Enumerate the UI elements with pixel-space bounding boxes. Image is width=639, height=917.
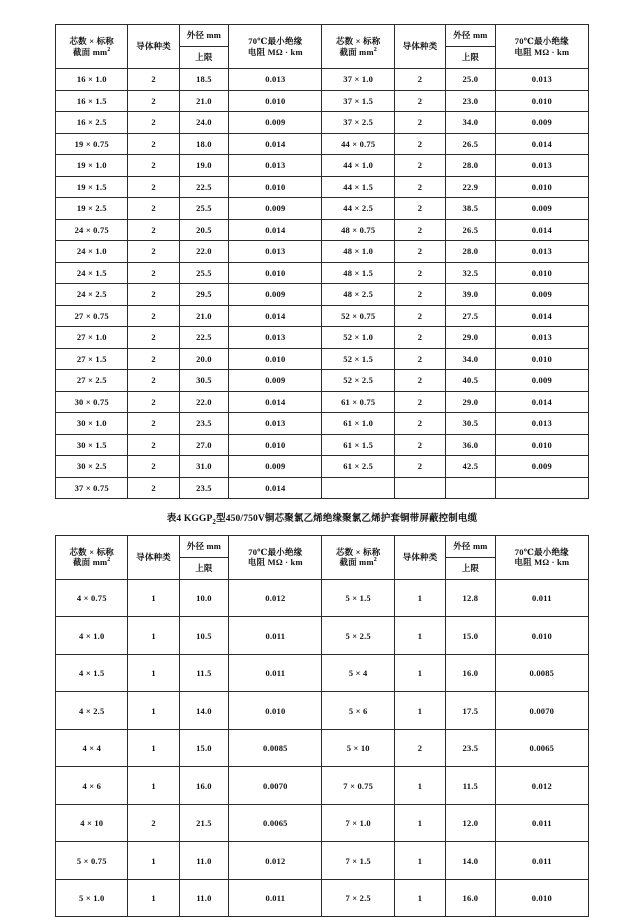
cell-outer-diameter-right: 42.5: [446, 456, 496, 478]
cell-outer-diameter-left: 22.5: [179, 327, 229, 349]
table-row: [56, 729, 589, 767]
cell-insulation-resistance-right: 0.014: [495, 133, 588, 155]
cell-conductor-type-right: 2: [394, 90, 445, 112]
cell-core-size-left: 4 × 10: [56, 804, 128, 842]
cell-insulation-resistance-right: 0.009: [495, 284, 588, 306]
cell-outer-diameter-left: 22.5: [179, 176, 229, 198]
cell-outer-diameter-right: 26.5: [446, 219, 496, 241]
cell-core-size-left: 16 × 1.0: [56, 69, 128, 91]
cell-insulation-resistance-left: 0.009: [229, 284, 322, 306]
table-row: [56, 413, 589, 435]
cell-outer-diameter-right: 15.0: [446, 617, 496, 655]
cell-outer-diameter-right: 25.0: [446, 69, 496, 91]
cell-core-size-left: 27 × 2.5: [56, 370, 128, 392]
cell-core-size-right: 48 × 1.0: [322, 241, 394, 263]
cell-conductor-type-left: 2: [128, 241, 179, 263]
cell-insulation-resistance-right: 0.013: [495, 327, 588, 349]
cell-outer-diameter-left: 29.5: [179, 284, 229, 306]
table-3-body: [56, 69, 589, 499]
cell-outer-diameter-right: 34.0: [446, 112, 496, 134]
cell-core-size-right: 7 × 0.75: [322, 767, 394, 805]
cell-core-size-right: 7 × 2.5: [322, 879, 394, 917]
cell-insulation-resistance-right: 0.013: [495, 413, 588, 435]
cell-conductor-type-right: 2: [394, 729, 445, 767]
cell-insulation-resistance-left: 0.010: [229, 176, 322, 198]
cell-conductor-type-left: 2: [128, 391, 179, 413]
subheader-upper-limit-left: 上限: [179, 47, 229, 69]
cell-core-size-right: 7 × 1.5: [322, 842, 394, 880]
cell-conductor-type-left: 2: [128, 348, 179, 370]
cell-core-size-right: 44 × 1.5: [322, 176, 394, 198]
cell-conductor-type-right: 2: [394, 434, 445, 456]
cell-outer-diameter-left: 23.5: [179, 413, 229, 435]
table-row: [56, 348, 589, 370]
cell-conductor-type-left: 2: [128, 804, 179, 842]
cell-core-size-left: 30 × 0.75: [56, 391, 128, 413]
cell-conductor-type-right: 2: [394, 133, 445, 155]
header-outer-diameter-left: 外径 mm: [179, 535, 229, 557]
cell-core-size-left: 27 × 1.0: [56, 327, 128, 349]
cell-core-size-left: 4 × 0.75: [56, 579, 128, 617]
cell-insulation-resistance-left: 0.013: [229, 327, 322, 349]
cell-conductor-type-right: 2: [394, 198, 445, 220]
cell-core-size-left: 19 × 0.75: [56, 133, 128, 155]
cell-insulation-resistance-right: 0.011: [495, 804, 588, 842]
cell-conductor-type-left: 1: [128, 729, 179, 767]
cell-insulation-resistance-right: 0.014: [495, 219, 588, 241]
cell-conductor-type-left: 1: [128, 767, 179, 805]
cell-insulation-resistance-left: 0.014: [229, 133, 322, 155]
cell-conductor-type-right: 2: [394, 262, 445, 284]
cell-core-size-left: 16 × 2.5: [56, 112, 128, 134]
cell-insulation-resistance-right: 0.011: [495, 579, 588, 617]
table-4-body: [56, 579, 589, 917]
cell-outer-diameter-right: 28.0: [446, 155, 496, 177]
table-row: [56, 112, 589, 134]
cell-core-size-right: 37 × 1.0: [322, 69, 394, 91]
table-row: [56, 654, 589, 692]
cell-outer-diameter-left: 23.5: [179, 477, 229, 499]
cell-insulation-resistance-right: 0.009: [495, 370, 588, 392]
cell-core-size-right: 5 × 2.5: [322, 617, 394, 655]
cell-outer-diameter-left: 31.0: [179, 456, 229, 478]
cell-core-size-left: 19 × 2.5: [56, 198, 128, 220]
cell-core-size-right: 61 × 2.5: [322, 456, 394, 478]
cell-outer-diameter-right: 28.0: [446, 241, 496, 263]
table-row: [56, 879, 589, 917]
cell-core-size-left: 16 × 1.5: [56, 90, 128, 112]
cell-outer-diameter-right: 12.0: [446, 804, 496, 842]
cell-conductor-type-right: 1: [394, 842, 445, 880]
cell-insulation-resistance-left: 0.009: [229, 370, 322, 392]
cell-outer-diameter-right: 16.0: [446, 879, 496, 917]
cell-core-size-right: 37 × 2.5: [322, 112, 394, 134]
header-core-size-left: 芯数 × 标称 截面 $mm^2$: [56, 535, 128, 579]
header-conductor-type-left: 导体种类: [128, 535, 179, 579]
cell-conductor-type-left: 2: [128, 90, 179, 112]
cell-outer-diameter-right: 23.0: [446, 90, 496, 112]
cell-insulation-resistance-left: 0.009: [229, 456, 322, 478]
cell-conductor-type-right: 2: [394, 348, 445, 370]
cell-insulation-resistance-right: 0.014: [495, 391, 588, 413]
cell-conductor-type-left: 2: [128, 327, 179, 349]
header-outer-diameter-right: 外径 mm: [446, 25, 496, 47]
cell-conductor-type-right: 1: [394, 804, 445, 842]
cell-outer-diameter-right: 32.5: [446, 262, 496, 284]
cell-insulation-resistance-left: 0.013: [229, 69, 322, 91]
cell-insulation-resistance-right: 0.009: [495, 112, 588, 134]
cell-outer-diameter-left: 11.0: [179, 842, 229, 880]
cell-core-size-right: 48 × 0.75: [322, 219, 394, 241]
cell-outer-diameter-left: 11.5: [179, 654, 229, 692]
cell-insulation-resistance-left: 0.011: [229, 879, 322, 917]
cell-insulation-resistance-right: 0.009: [495, 198, 588, 220]
cell-insulation-resistance-left: 0.009: [229, 112, 322, 134]
cell-outer-diameter-left: 25.5: [179, 198, 229, 220]
table-row: [56, 804, 589, 842]
header-resistance-left: 70℃最小绝缘 电阻 MΩ · km: [229, 25, 322, 69]
cell-conductor-type-right: 2: [394, 112, 445, 134]
cell-outer-diameter-right: 26.5: [446, 133, 496, 155]
cell-conductor-type-right: 1: [394, 654, 445, 692]
table-row: [56, 692, 589, 730]
cell-conductor-type-left: 1: [128, 617, 179, 655]
cell-insulation-resistance-right: 0.010: [495, 434, 588, 456]
cell-core-size-right: 5 × 10: [322, 729, 394, 767]
cell-conductor-type-right: 1: [394, 617, 445, 655]
cell-outer-diameter-left: 21.0: [179, 305, 229, 327]
cell-core-size-right: 7 × 1.0: [322, 804, 394, 842]
header-conductor-type-right: 导体种类: [394, 535, 445, 579]
cell-outer-diameter-right: 12.8: [446, 579, 496, 617]
cell-outer-diameter-right: 39.0: [446, 284, 496, 306]
cell-outer-diameter-right: 34.0: [446, 348, 496, 370]
cell-conductor-type-right: 1: [394, 692, 445, 730]
cell-outer-diameter-right: 40.5: [446, 370, 496, 392]
cell-insulation-resistance-right: 0.010: [495, 176, 588, 198]
header-core-size-right: 芯数 × 标称 截面 $mm^2$: [322, 535, 394, 579]
cell-insulation-resistance-left: 0.011: [229, 654, 322, 692]
cell-outer-diameter-left: 14.0: [179, 692, 229, 730]
table-row: [56, 69, 589, 91]
cell-conductor-type-left: 2: [128, 198, 179, 220]
cell-core-size-right: 52 × 2.5: [322, 370, 394, 392]
cell-core-size-left: 4 × 2.5: [56, 692, 128, 730]
cell-core-size-left: 4 × 1.0: [56, 617, 128, 655]
cell-outer-diameter-right: 38.5: [446, 198, 496, 220]
cell-conductor-type-right: 2: [394, 370, 445, 392]
cell-conductor-type-right: 2: [394, 413, 445, 435]
cell-insulation-resistance-right: 0.012: [495, 767, 588, 805]
cell-conductor-type-left: 2: [128, 477, 179, 499]
table-4-caption: 表4 $KGGP_2$型450/750V铜芯聚氯乙烯绝缘聚氯乙烯护套铜带屏蔽控制电缆: [166, 514, 478, 526]
table-row: [56, 155, 589, 177]
cell-insulation-resistance-right: [495, 477, 588, 499]
cell-insulation-resistance-left: 0.010: [229, 90, 322, 112]
header-outer-diameter-right: 外径 mm: [446, 535, 496, 557]
cell-conductor-type-right: [394, 477, 445, 499]
table-row: [56, 767, 589, 805]
cell-core-size-left: 27 × 0.75: [56, 305, 128, 327]
cell-core-size-left: 19 × 1.5: [56, 176, 128, 198]
cell-core-size-left: 30 × 1.5: [56, 434, 128, 456]
cell-outer-diameter-right: 29.0: [446, 391, 496, 413]
cable-spec-table-4: [55, 535, 589, 917]
table-row: [56, 219, 589, 241]
cell-outer-diameter-left: 10.5: [179, 617, 229, 655]
cell-insulation-resistance-left: 0.0085: [229, 729, 322, 767]
cell-outer-diameter-left: 16.0: [179, 767, 229, 805]
cell-insulation-resistance-left: 0.0065: [229, 804, 322, 842]
cell-outer-diameter-right: 17.5: [446, 692, 496, 730]
cell-conductor-type-right: 2: [394, 219, 445, 241]
cell-core-size-left: 5 × 1.0: [56, 879, 128, 917]
cell-insulation-resistance-right: 0.014: [495, 305, 588, 327]
cell-insulation-resistance-right: 0.013: [495, 155, 588, 177]
table-row: [56, 477, 589, 499]
cell-outer-diameter-left: 22.0: [179, 241, 229, 263]
cell-core-size-left: 27 × 1.5: [56, 348, 128, 370]
cell-conductor-type-right: 2: [394, 305, 445, 327]
cell-core-size-right: 37 × 1.5: [322, 90, 394, 112]
cell-core-size-left: 24 × 0.75: [56, 219, 128, 241]
header-outer-diameter-left: 外径 mm: [179, 25, 229, 47]
cell-insulation-resistance-right: 0.010: [495, 617, 588, 655]
cell-conductor-type-left: 1: [128, 879, 179, 917]
subheader-upper-limit-right: 上限: [446, 47, 496, 69]
table-4-header-row: [56, 535, 589, 557]
cell-core-size-right: 48 × 1.5: [322, 262, 394, 284]
cell-outer-diameter-right: 29.0: [446, 327, 496, 349]
cell-core-size-right: 61 × 1.0: [322, 413, 394, 435]
cell-conductor-type-left: 2: [128, 112, 179, 134]
cell-insulation-resistance-left: 0.010: [229, 262, 322, 284]
cell-insulation-resistance-left: 0.013: [229, 155, 322, 177]
cell-outer-diameter-left: 25.5: [179, 262, 229, 284]
cell-insulation-resistance-left: 0.009: [229, 198, 322, 220]
cell-conductor-type-right: 2: [394, 155, 445, 177]
cell-outer-diameter-left: 30.5: [179, 370, 229, 392]
table-row: [56, 327, 589, 349]
table-row: [56, 370, 589, 392]
table-row: [56, 241, 589, 263]
cell-conductor-type-left: 2: [128, 219, 179, 241]
cell-core-size-left: 30 × 2.5: [56, 456, 128, 478]
cell-conductor-type-left: 2: [128, 456, 179, 478]
cell-conductor-type-right: 2: [394, 284, 445, 306]
cell-insulation-resistance-left: 0.012: [229, 579, 322, 617]
cell-core-size-left: 24 × 2.5: [56, 284, 128, 306]
cell-outer-diameter-left: 15.0: [179, 729, 229, 767]
cell-core-size-left: 4 × 1.5: [56, 654, 128, 692]
cell-outer-diameter-right: 36.0: [446, 434, 496, 456]
cell-core-size-right: 5 × 4: [322, 654, 394, 692]
cell-insulation-resistance-right: 0.013: [495, 241, 588, 263]
table-row: [56, 176, 589, 198]
cell-insulation-resistance-right: 0.0070: [495, 692, 588, 730]
cell-core-size-right: 5 × 1.5: [322, 579, 394, 617]
subheader-upper-limit-left: 上限: [179, 557, 229, 579]
cell-insulation-resistance-right: 0.010: [495, 879, 588, 917]
cell-core-size-left: 5 × 0.75: [56, 842, 128, 880]
cell-core-size-right: 61 × 1.5: [322, 434, 394, 456]
cell-core-size-right: 48 × 2.5: [322, 284, 394, 306]
table-4-header: [56, 535, 589, 579]
table-row: [56, 305, 589, 327]
cell-conductor-type-left: 2: [128, 155, 179, 177]
cell-insulation-resistance-left: 0.010: [229, 692, 322, 730]
cell-outer-diameter-left: 10.0: [179, 579, 229, 617]
subheader-upper-limit-right: 上限: [446, 557, 496, 579]
header-resistance-left: 70℃最小绝缘 电阻 MΩ · km: [229, 535, 322, 579]
table-row: [56, 579, 589, 617]
cell-core-size-left: 24 × 1.0: [56, 241, 128, 263]
table-row: [56, 284, 589, 306]
cell-insulation-resistance-left: 0.014: [229, 477, 322, 499]
table-3-header-row: [56, 25, 589, 47]
cell-conductor-type-left: 1: [128, 579, 179, 617]
cell-insulation-resistance-left: 0.013: [229, 241, 322, 263]
table-row: [56, 262, 589, 284]
cell-core-size-right: 5 × 6: [322, 692, 394, 730]
cell-outer-diameter-left: 20.0: [179, 348, 229, 370]
cell-core-size-right: 44 × 2.5: [322, 198, 394, 220]
cell-insulation-resistance-right: 0.0065: [495, 729, 588, 767]
cell-conductor-type-left: 2: [128, 176, 179, 198]
cell-insulation-resistance-left: 0.012: [229, 842, 322, 880]
cell-insulation-resistance-left: 0.014: [229, 305, 322, 327]
cell-outer-diameter-left: 22.0: [179, 391, 229, 413]
header-resistance-right: 70℃最小绝缘 电阻 MΩ · km: [495, 25, 588, 69]
cell-outer-diameter-left: 18.0: [179, 133, 229, 155]
cell-conductor-type-left: 1: [128, 692, 179, 730]
cell-outer-diameter-right: 27.5: [446, 305, 496, 327]
cell-insulation-resistance-left: 0.014: [229, 219, 322, 241]
cell-conductor-type-left: 2: [128, 434, 179, 456]
cell-insulation-resistance-right: 0.010: [495, 90, 588, 112]
cell-core-size-right: 52 × 1.0: [322, 327, 394, 349]
cell-outer-diameter-left: 21.5: [179, 804, 229, 842]
cell-insulation-resistance-right: 0.010: [495, 348, 588, 370]
cell-insulation-resistance-left: 0.010: [229, 348, 322, 370]
table-row: [56, 90, 589, 112]
cell-conductor-type-left: 2: [128, 133, 179, 155]
cell-core-size-right: 61 × 0.75: [322, 391, 394, 413]
cell-core-size-left: 30 × 1.0: [56, 413, 128, 435]
cell-conductor-type-left: 2: [128, 305, 179, 327]
cell-conductor-type-left: 2: [128, 262, 179, 284]
cell-insulation-resistance-right: 0.0085: [495, 654, 588, 692]
header-conductor-type-left: 导体种类: [128, 25, 179, 69]
cell-outer-diameter-left: 27.0: [179, 434, 229, 456]
table-row: [56, 456, 589, 478]
cell-outer-diameter-left: 21.0: [179, 90, 229, 112]
cell-outer-diameter-right: 11.5: [446, 767, 496, 805]
cell-core-size-right: 52 × 0.75: [322, 305, 394, 327]
cell-outer-diameter-right: 22.9: [446, 176, 496, 198]
cell-outer-diameter-left: 18.5: [179, 69, 229, 91]
cell-conductor-type-left: 2: [128, 413, 179, 435]
cell-conductor-type-right: 2: [394, 241, 445, 263]
cell-outer-diameter-right: 16.0: [446, 654, 496, 692]
cell-core-size-left: 24 × 1.5: [56, 262, 128, 284]
header-resistance-right: 70℃最小绝缘 电阻 MΩ · km: [495, 535, 588, 579]
header-core-size-left: 芯数 × 标称 截面 $mm^2$: [56, 25, 128, 69]
cell-conductor-type-right: 2: [394, 391, 445, 413]
cell-conductor-type-right: 2: [394, 69, 445, 91]
cell-conductor-type-left: 1: [128, 842, 179, 880]
cell-core-size-left: 19 × 1.0: [56, 155, 128, 177]
table-row: [56, 198, 589, 220]
table-row: [56, 617, 589, 655]
cell-core-size-right: 52 × 1.5: [322, 348, 394, 370]
table-row: [56, 133, 589, 155]
cell-core-size-right: 44 × 0.75: [322, 133, 394, 155]
table-row: [56, 391, 589, 413]
cell-outer-diameter-right: 23.5: [446, 729, 496, 767]
cell-outer-diameter-left: 24.0: [179, 112, 229, 134]
cell-conductor-type-left: 2: [128, 284, 179, 306]
cell-insulation-resistance-right: 0.010: [495, 262, 588, 284]
cell-outer-diameter-left: 19.0: [179, 155, 229, 177]
cell-insulation-resistance-right: 0.011: [495, 842, 588, 880]
cell-outer-diameter-left: 11.0: [179, 879, 229, 917]
cell-insulation-resistance-left: 0.010: [229, 434, 322, 456]
cell-core-size-left: 37 × 0.75: [56, 477, 128, 499]
table-3-header: [56, 25, 589, 69]
cell-core-size-left: 4 × 4: [56, 729, 128, 767]
cable-spec-table-3: [55, 24, 589, 499]
cell-outer-diameter-right: 14.0: [446, 842, 496, 880]
cell-insulation-resistance-right: 0.013: [495, 69, 588, 91]
cell-conductor-type-left: 2: [128, 370, 179, 392]
cell-conductor-type-right: 1: [394, 579, 445, 617]
cell-conductor-type-right: 2: [394, 456, 445, 478]
cell-conductor-type-right: 2: [394, 327, 445, 349]
cell-core-size-right: [322, 477, 394, 499]
cell-conductor-type-left: 2: [128, 69, 179, 91]
table-row: [56, 842, 589, 880]
cell-conductor-type-left: 1: [128, 654, 179, 692]
cell-outer-diameter-right: 30.5: [446, 413, 496, 435]
cell-insulation-resistance-left: 0.011: [229, 617, 322, 655]
cell-conductor-type-right: 1: [394, 767, 445, 805]
header-core-size-right: 芯数 × 标称 截面 $mm^2$: [322, 25, 394, 69]
cell-insulation-resistance-right: 0.009: [495, 456, 588, 478]
cell-insulation-resistance-left: 0.0070: [229, 767, 322, 805]
cell-outer-diameter-right: [446, 477, 496, 499]
cell-core-size-right: 44 × 1.0: [322, 155, 394, 177]
table-row: [56, 434, 589, 456]
header-conductor-type-right: 导体种类: [394, 25, 445, 69]
cell-conductor-type-right: 1: [394, 879, 445, 917]
cell-outer-diameter-left: 20.5: [179, 219, 229, 241]
cell-core-size-left: 4 × 6: [56, 767, 128, 805]
cell-insulation-resistance-left: 0.014: [229, 391, 322, 413]
cell-conductor-type-right: 2: [394, 176, 445, 198]
cell-insulation-resistance-left: 0.013: [229, 413, 322, 435]
